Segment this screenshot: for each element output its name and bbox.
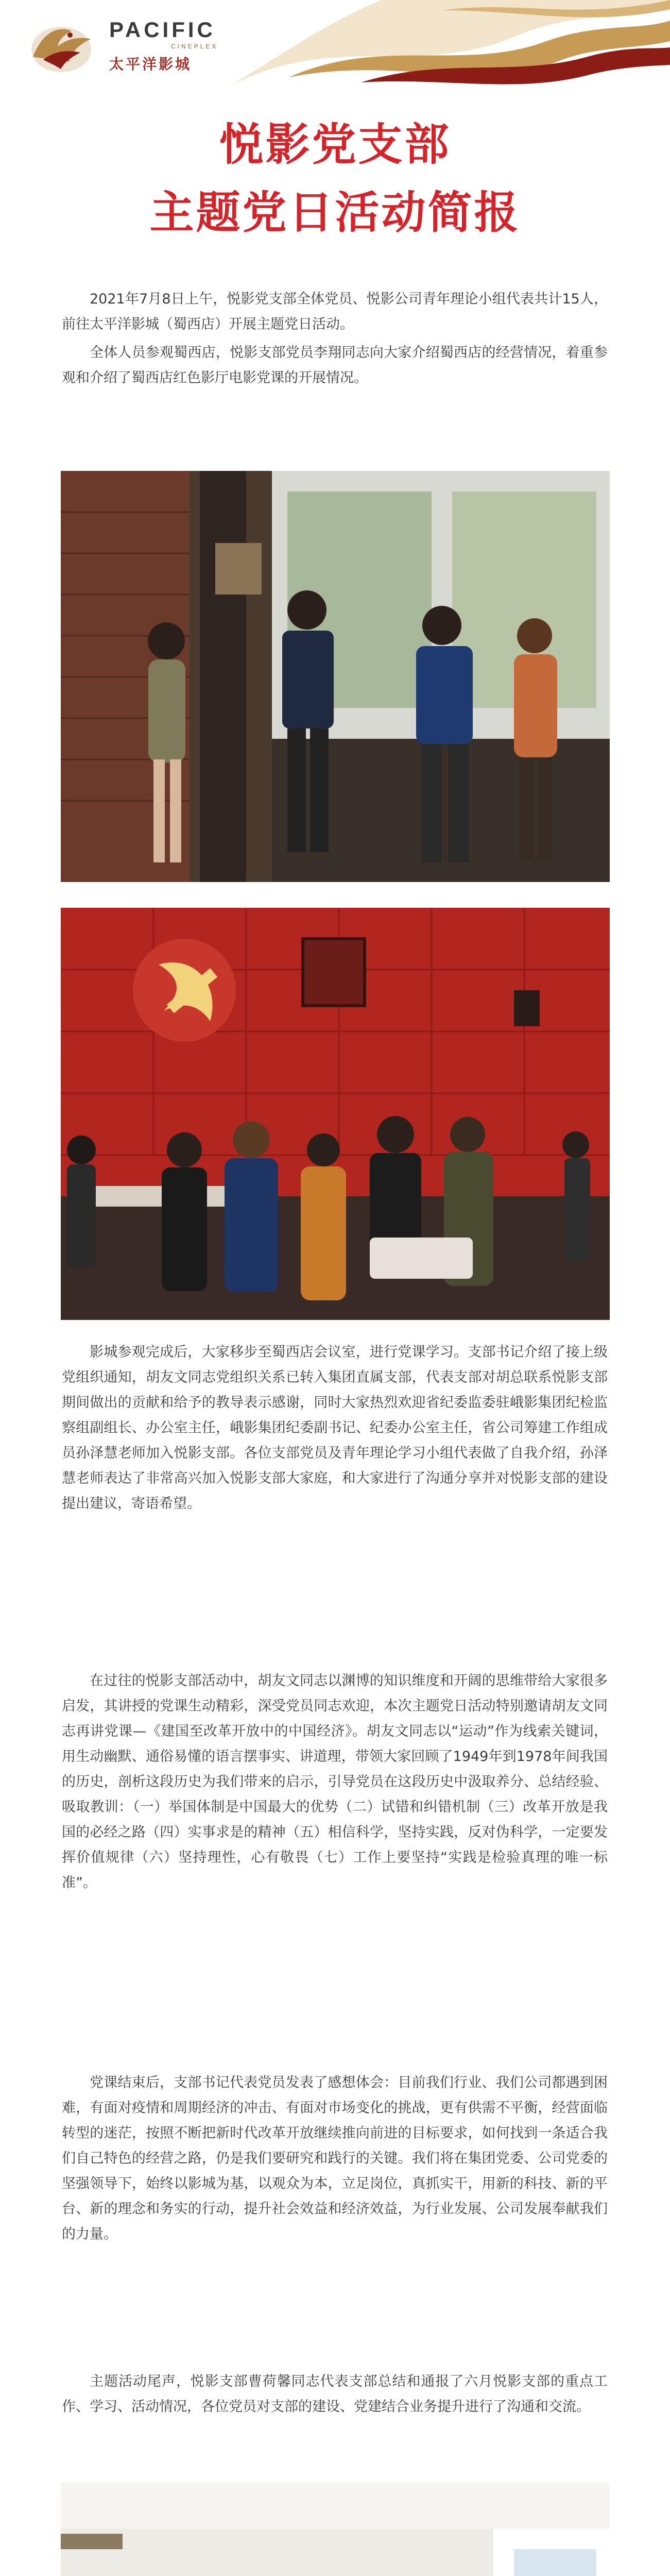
paragraph-closing: 主题活动尾声，悦影支部曹荷馨同志代表支部总结和通报了六月悦影支部的重点工作、学习、活动情况，各位党员对支部的建设、党建结合业务提升进行了沟通和交流。 [62,2374,608,2415]
paragraph-visit: 全体人员参观蜀西店，悦影支部党员李翔同志向大家介绍蜀西店的经营情况，着重参观和介绍了蜀西店红色影厅电影党课的开展情况。 [62,345,608,386]
page-title-line2: 主题党日活动简报 [149,187,521,239]
paragraph-intro: 2021年7月8日上午，悦影党支部全体党员、悦影公司青年理论小组代表共计15人，前往太平洋影城（蜀西店）开展主题党日活动。 [62,291,608,332]
brand-name-sub: CINEPLEX [171,43,218,50]
group-photo-meeting-room-icon [61,2482,610,2576]
brand-name-en: PACIFIC [109,18,216,42]
page-title-line1: 悦影党支部 [219,119,451,171]
group-photo-party-flag-wall-icon [61,908,610,1320]
paragraph-reflection: 党课结束后，支部书记代表党员发表了感想体会：目前我们行业、我们公司都遇到困难，有面对疫情和周期经济的冲击、有面对市场变化的挑战，更有供需不平衡，经营面临转型的迷茫，按照不断把新时代改革开放继续推向前进的目标要求，如何找到一条适合我们自己特色的经营之路，仍是我们要研究和践行的关键。我们将在集团党委、公司党委的坚强领导下，始终以影城为基，以观众为本，立足岗位，真抓实干，用新的科技、新的平台、新的理念和务实的行动，提升社会效益和经济效益，为行业发展、公司发展奉献我们的力量。 [62,2075,608,2242]
paragraph-lecture: 在过往的悦影支部活动中，胡友文同志以渊博的知识维度和开阔的思维带给大家很多启发，其讲授的党课生动精彩，深受党员同志欢迎，本次主题党日活动特别邀请胡友文同志再讲党课—《建国至改革开放中的中国经济》。胡友文同志以“运动”作为线索关键词，用生动幽默、通俗易懂的语言摆事实、讲道理，带领大家回顾了1949年到1978年间我国的历史，剖析这段历史为我们带来的启示，引导党员在这段历史中汲取养分、总结经验、吸取教训：（一）举国体制是中国最大的优势（二）试错和纠错机制（三）改革开放是我国的必经之路（四）实事求是的精神（五）相信科学，坚持实践，反对伪科学，一定要发挥价值规律（六）坚持理性，心有敬畏（七）工作上要坚持“实践是检验真理的唯一标准”。 [62,1673,608,1891]
photo-meeting-room [61,2482,610,2576]
brand-name-cn: 太平洋影城 [109,56,192,73]
header-wave-decoration [227,0,670,88]
paragraph-meeting: 影城参观完成后，大家移步至蜀西店会议室，进行党课学习。支部书记介绍了接上级党组织通知，胡友文同志党组织关系已转入集团直属支部，代表支部对胡总联系悦影支部期间做出的贡献和给予的教导表示感谢，同时大家热烈欢迎省纪委监委驻峨影集团纪检监察组副组长、办公室主任，峨影集团纪委副书记、纪委办公室主任，省公司筹建工作组成员孙泽慧老师加入悦影支部。各位支部党员及青年理论学习小组代表做了自我介绍，孙泽慧老师表达了非常高兴加入悦影支部大家庭，和大家进行了沟通分享并对悦影支部的建设提出建议，寄语希望。 [62,1344,608,1512]
header [0,0,670,88]
hammer-sickle-icon [133,939,236,1042]
group-photo-cinema-lobby-icon [61,471,610,882]
photo-cinema-lobby [61,471,610,882]
brand-logo [23,15,218,77]
phoenix-emblem-icon [23,15,100,77]
photo-party-flag-wall [61,908,610,1320]
